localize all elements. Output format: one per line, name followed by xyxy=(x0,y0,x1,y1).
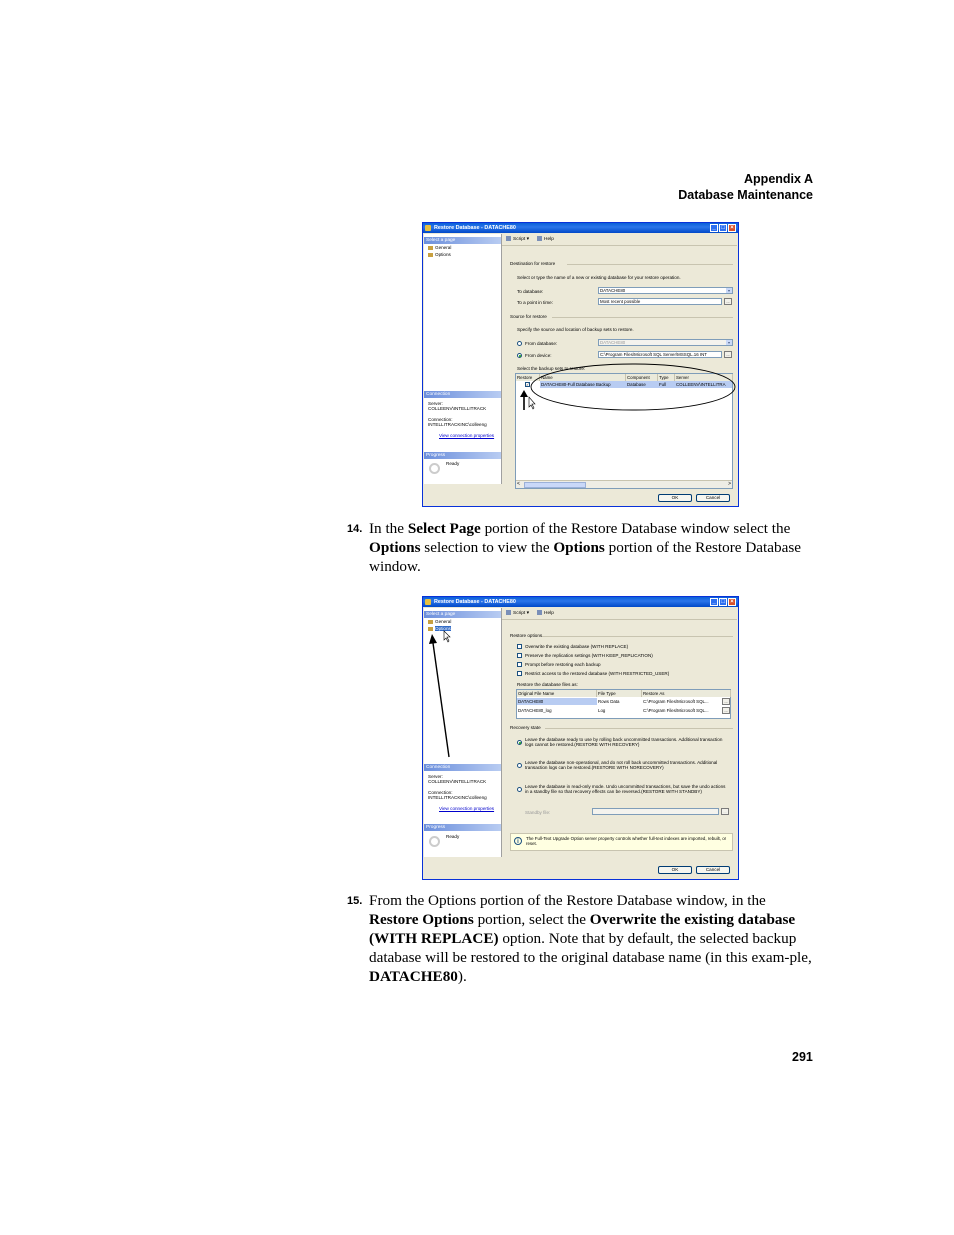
column-header-server[interactable]: Server xyxy=(675,374,733,381)
connection-header: Connection xyxy=(424,391,501,398)
database-icon xyxy=(425,225,431,231)
progress-spinner-icon xyxy=(429,836,440,847)
from-device-radio[interactable] xyxy=(517,353,522,358)
page-icon xyxy=(428,253,433,257)
step-text: From the Options portion of the Restore Database window, in the xyxy=(369,892,766,909)
table-row-cell-restore-as[interactable]: C:\Program Files\Microsoft SQL... xyxy=(643,699,709,704)
column-header-original-file[interactable]: Original File Name xyxy=(517,690,597,697)
table-row-cell-type[interactable]: Full xyxy=(658,381,675,388)
toolbar xyxy=(502,608,737,620)
restore-as-browse-button[interactable]: ... xyxy=(722,707,730,714)
restore-database-window-options xyxy=(422,596,739,880)
table-row-cell-original-file[interactable]: DATACHE80_log xyxy=(518,708,552,713)
script-button[interactable] xyxy=(506,236,529,242)
restore-database-window-general xyxy=(422,222,739,507)
table-row-cell-file-type[interactable]: Log xyxy=(598,708,606,713)
step-number: 15. xyxy=(347,895,363,907)
step-bold-text: Options xyxy=(369,539,421,556)
backup-sets-grid xyxy=(515,373,733,489)
column-header-file-type[interactable]: File Type xyxy=(597,690,642,697)
scroll-left-icon[interactable]: < xyxy=(517,481,520,487)
recovery-label: Leave the database ready to use by rolling back uncommitted transactions. Additional transaction logs cannot be restored.(RESTORE WITH RECOVERY) xyxy=(525,737,723,748)
step-bold-text: Select Page xyxy=(407,520,481,537)
step-text: ). xyxy=(457,968,467,985)
help-button[interactable] xyxy=(537,236,554,242)
help-label: Help xyxy=(544,236,554,242)
help-icon xyxy=(537,236,542,241)
progress-spinner-icon xyxy=(429,463,440,474)
step-text: option. Note that by default, the selected backup database will be restored to the original database name (in this exam-ple, xyxy=(369,930,812,966)
info-icon: i xyxy=(514,837,522,845)
point-in-time-value: Most recent possible xyxy=(600,299,641,304)
connection-header: Connection xyxy=(424,764,501,771)
from-device-browse-button[interactable]: ... xyxy=(724,351,732,358)
preserve-replication-checkbox[interactable] xyxy=(517,653,522,658)
prompt-before-restore-checkbox[interactable] xyxy=(517,662,522,667)
step-text: portion, select the xyxy=(473,911,590,928)
step-15 xyxy=(347,891,814,986)
step-bold-text: Options xyxy=(553,539,605,556)
norecovery-radio[interactable] xyxy=(517,763,522,768)
connection-label: Connection: xyxy=(428,790,453,795)
view-connection-properties-link[interactable]: View connection properties xyxy=(439,433,495,438)
nav-item-general[interactable] xyxy=(428,619,451,624)
step-number: 14. xyxy=(347,523,363,535)
restore-files-label: Restore the database files as: xyxy=(517,682,578,687)
to-database-combobox[interactable] xyxy=(598,287,733,294)
right-pane xyxy=(502,234,737,487)
divider xyxy=(567,264,733,265)
toolbar xyxy=(502,234,737,246)
script-label: Script xyxy=(513,236,526,242)
table-row-cell-restore-as[interactable]: C:\Program Files\Microsoft SQL... xyxy=(643,708,709,713)
divider xyxy=(545,728,733,729)
restrict-access-checkbox[interactable] xyxy=(517,671,522,676)
info-message-text: The Full-Text Upgrade Option server property controls whether full-text indexes are imported, rebuilt, or reset. xyxy=(526,836,727,847)
column-header-restore[interactable]: Restore xyxy=(516,374,540,381)
chevron-down-icon[interactable]: ▾ xyxy=(727,340,730,345)
standby-file-field[interactable] xyxy=(592,808,719,815)
nav-options-label: Options xyxy=(435,252,451,257)
connection-label: Connection: xyxy=(428,417,453,422)
nav-item-options[interactable] xyxy=(428,626,451,631)
script-dropdown-icon: ▾ xyxy=(526,610,530,616)
page-icon xyxy=(428,620,433,624)
cancel-button[interactable]: Cancel xyxy=(696,494,730,502)
scroll-thumb[interactable] xyxy=(524,482,586,488)
standby-file-label: Standby file: xyxy=(525,810,551,815)
horizontal-scrollbar[interactable] xyxy=(516,480,732,488)
checkmark-icon: ✓ xyxy=(526,382,530,387)
step-text: portion of the Restore Database window. xyxy=(369,539,801,575)
restore-files-grid xyxy=(516,689,731,719)
server-value: COLLEENV\INTELLITRACK xyxy=(428,779,487,784)
connection-value: INTELLITRACKINC\colleeng xyxy=(428,422,487,427)
table-row-cell-name[interactable]: DATACHE80-Full Database Backup xyxy=(540,381,626,388)
from-database-combobox[interactable] xyxy=(598,339,733,346)
progress-status: Ready xyxy=(446,461,460,466)
step-bold-text: Restore Options xyxy=(369,911,474,928)
script-label: Script xyxy=(513,610,526,616)
from-database-label: From database: xyxy=(525,341,558,346)
window-title: Restore Database - DATACHE80 xyxy=(434,225,516,231)
info-message-bar xyxy=(510,833,733,851)
backup-sets-label: Select the backup sets to restore: xyxy=(517,366,586,371)
step-text: selection to view the xyxy=(420,539,554,556)
help-icon xyxy=(537,610,542,615)
cancel-button[interactable]: Cancel xyxy=(696,866,730,874)
help-label: Help xyxy=(544,610,554,616)
left-pane xyxy=(424,608,502,857)
nav-general-label: General xyxy=(435,619,452,624)
divider xyxy=(542,636,733,637)
column-header-component[interactable]: Component xyxy=(626,374,658,381)
server-label: Server: xyxy=(428,774,443,779)
step-bold-text: DATACHE80 xyxy=(369,968,458,985)
restrict-access-label: Restrict access to the restored database (WITH RESTRICTED_USER) xyxy=(525,671,670,676)
from-device-label: From device: xyxy=(525,353,552,358)
to-database-value: DATACHE80 xyxy=(600,288,626,293)
view-connection-properties-link[interactable]: View connection properties xyxy=(439,806,495,811)
connection-value: INTELLITRACKINC\colleeng xyxy=(428,795,487,800)
minimize-button[interactable]: _ xyxy=(710,224,718,232)
progress-header: Progress xyxy=(424,452,501,459)
from-database-radio[interactable] xyxy=(517,341,522,346)
select-page-header: Select a page xyxy=(424,611,501,618)
prompt-before-restore-label: Prompt before restoring each backup xyxy=(525,662,601,667)
step-bold-text: Overwrite the existing database (WITH REPLACE) xyxy=(369,911,796,947)
script-icon xyxy=(506,610,511,615)
restore-options-group-label: Restore options xyxy=(510,633,543,638)
overwrite-checkbox[interactable] xyxy=(517,644,522,649)
norecovery-label: Leave the database non-operational, and do not roll back uncommitted transactions. Additional transaction logs can be restored.(RESTORE WITH NORECOVERY) xyxy=(525,760,718,771)
source-instructions: Specify the source and location of backup sets to restore. xyxy=(517,327,634,332)
table-row-cell-original-file[interactable]: DATACHE80 xyxy=(517,698,597,705)
page-number: 291 xyxy=(792,1050,813,1064)
column-header-type[interactable]: Type xyxy=(658,374,675,381)
step-text: portion of the Restore Database window select the xyxy=(480,520,791,537)
table-row-cell-component[interactable]: Database xyxy=(626,381,658,388)
from-device-value: C:\Program Files\Microsoft SQL Server\MSSQL.16 INT xyxy=(600,352,707,357)
standby-label: Leave the database in read-only mode. Undo uncommitted transactions, but save the undo actions in a standby file so that recovery effects can be reversed.(RESTORE WITH STANDBY) xyxy=(525,784,726,795)
maximize-button[interactable]: □ xyxy=(719,598,727,606)
window-titlebar xyxy=(423,223,738,233)
progress-header: Progress xyxy=(424,824,501,831)
page-icon xyxy=(428,627,433,631)
database-icon xyxy=(425,599,431,605)
maximize-button[interactable]: □ xyxy=(719,224,727,232)
recovery-state-group-label: Recovery state xyxy=(510,725,541,730)
source-group-label: Source for restore xyxy=(510,314,547,319)
script-dropdown-icon: ▾ xyxy=(526,236,530,242)
nav-general-label: General xyxy=(435,245,452,250)
restore-as-browse-button[interactable]: ... xyxy=(722,698,730,705)
step-text: In the xyxy=(369,520,408,537)
nav-item-options[interactable] xyxy=(428,252,451,257)
point-in-time-field[interactable] xyxy=(598,298,722,305)
to-database-label: To database: xyxy=(517,289,544,294)
help-button[interactable] xyxy=(537,610,554,616)
nav-options-label: Options xyxy=(435,626,451,631)
close-button[interactable]: × xyxy=(728,598,736,606)
point-in-time-browse-button[interactable]: ... xyxy=(724,298,732,305)
standby-radio[interactable] xyxy=(517,787,522,792)
ok-button[interactable]: OK xyxy=(658,494,692,502)
from-database-value: DATACHE80 xyxy=(600,340,626,345)
select-page-header: Select a page xyxy=(424,237,501,244)
progress-status: Ready xyxy=(446,834,460,839)
right-pane xyxy=(502,608,737,857)
ok-button[interactable]: OK xyxy=(658,866,692,874)
chevron-down-icon[interactable]: ▾ xyxy=(727,288,730,293)
close-button[interactable]: × xyxy=(728,224,736,232)
page-icon xyxy=(428,246,433,250)
nav-item-general[interactable] xyxy=(428,245,451,250)
minimize-button[interactable]: _ xyxy=(710,598,718,606)
point-in-time-label: To a point in time: xyxy=(517,300,554,305)
script-button[interactable] xyxy=(506,610,529,616)
script-icon xyxy=(506,236,511,241)
restore-checkbox[interactable] xyxy=(525,382,530,387)
window-title: Restore Database - DATACHE80 xyxy=(434,599,516,605)
column-header-name[interactable]: Name xyxy=(540,374,626,381)
divider xyxy=(552,317,733,318)
table-row-cell-server[interactable]: COLLEENV\INTELLITRA xyxy=(675,381,732,388)
window-titlebar xyxy=(423,597,738,607)
destination-instructions: Select or type the name of a new or existing database for your restore operation. xyxy=(517,275,681,280)
recovery-radio[interactable] xyxy=(517,740,522,745)
standby-file-browse-button[interactable]: ... xyxy=(721,808,729,815)
table-row-cell-file-type[interactable]: Rows Data xyxy=(598,699,620,704)
running-header-title: Database Maintenance xyxy=(678,188,813,202)
left-pane xyxy=(424,234,502,484)
overwrite-label: Overwrite the existing database (WITH REPLACE) xyxy=(525,644,629,649)
preserve-replication-label: Preserve the replication settings (WITH KEEP_REPLICATION) xyxy=(525,653,653,658)
scroll-right-icon[interactable]: > xyxy=(728,481,731,487)
step-14 xyxy=(347,519,814,576)
running-header-appendix: Appendix A xyxy=(744,172,813,186)
server-label: Server: xyxy=(428,401,443,406)
from-device-field[interactable] xyxy=(598,351,722,358)
destination-group-label: Destination for restore xyxy=(510,261,556,266)
column-header-restore-as[interactable]: Restore As xyxy=(642,690,731,697)
server-value: COLLEENV\INTELLITRACK xyxy=(428,406,487,411)
